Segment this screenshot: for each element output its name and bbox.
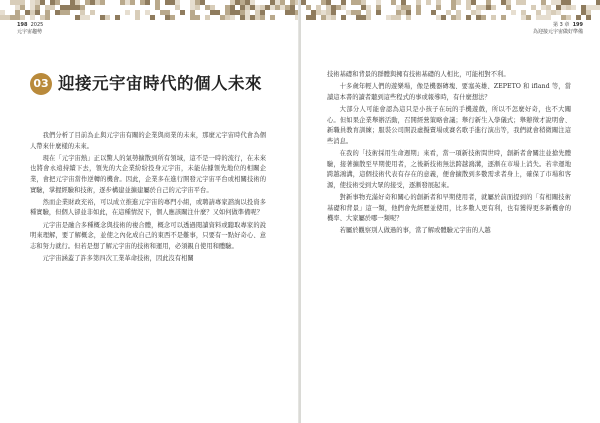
section-title: 迎接元宇宙時代的個人未來 xyxy=(58,74,262,93)
header-pattern-tile xyxy=(376,10,381,15)
header-pattern-tile xyxy=(366,15,371,20)
header-pattern-tile xyxy=(115,15,120,20)
right-paragraph: 大部分人可能會認為這只是小孩子在玩的手機遊戲，所以不怎麼好奇，也不大關心。但如果企業舉辦活動，召開經營策略會議；舉行新生入學儀式；舉辦徵才說明會、新職員教育訓練；服裝公司開設虛擬賣場或賽名歌手進行演出等，我們就會稍微關注這些消息。 xyxy=(327,105,571,145)
header-pattern-tile xyxy=(456,15,461,20)
header-pattern-left xyxy=(0,0,299,21)
header-pattern-tile xyxy=(511,10,516,15)
header-pattern-tile xyxy=(230,15,235,20)
header-pattern-tile xyxy=(466,15,471,20)
header-pattern-tile xyxy=(90,10,95,15)
right-page-number: 199 xyxy=(572,22,583,28)
header-pattern-tile xyxy=(546,15,551,20)
right-paragraph: 若屬於觀察別人做過的事，當了解或體驗元宇宙的人越 xyxy=(339,227,491,235)
header-pattern-right xyxy=(301,0,600,21)
header-pattern-tile xyxy=(180,10,185,15)
header-pattern-tile xyxy=(100,0,105,5)
header-pattern-tile xyxy=(170,15,175,20)
left-header-year: 2025 xyxy=(30,22,44,28)
right-header-chapter: 第 3 章 xyxy=(553,22,570,28)
left-paragraph: 元宇宙涵蓋了許多第四次工業革命技術，因此沒有相關 xyxy=(42,254,194,262)
left-header-book-title: 元宇宙趨勢 xyxy=(17,29,43,35)
header-pattern-tile xyxy=(426,0,431,5)
header-pattern-tile xyxy=(586,15,591,20)
header-pattern-tile xyxy=(576,15,581,20)
left-paragraph: 元宇宙是融合多種概念與技術的複合體，概念可以透過閱讀資料或聽取專家的說明來理解，要了解概念，並使之內化成自己的東西不是難事，只要有一點好奇心、意志和努力就行。但若是想了解元宇宙的技術和運用，必須親自使用和體驗。 xyxy=(30,221,266,250)
header-pattern-tile xyxy=(491,5,496,10)
header-pattern-tile xyxy=(125,10,130,15)
right-page xyxy=(301,0,600,423)
header-pattern-tile xyxy=(135,15,140,20)
header-pattern-tile xyxy=(396,15,401,20)
right-paragraph: 對新事物充滿好奇和關心的創新者和早期使用者，就屬於前面提到的「有相關技術基礎和背景」這一類，他們會先經歷並使用，比多數人更有利，也有獲得更多新機會的機率、大家屬於哪一類呢？ xyxy=(327,193,571,223)
header-pattern-tile xyxy=(311,15,316,20)
header-pattern-tile xyxy=(416,10,421,15)
header-pattern-tile xyxy=(205,15,210,20)
header-pattern-tile xyxy=(270,15,275,20)
header-pattern-tile xyxy=(30,15,35,20)
left-paragraph: 我們分析了目前為止與元宇宙有關的企業與商業的未來，那麼元宇宙時代會為個人帶來什麼樣的未來。 xyxy=(30,132,266,150)
header-pattern-tile xyxy=(130,0,135,5)
header-pattern-tile xyxy=(195,15,200,20)
right-header-chapter-title: 為迎接元宇宙做好準備 xyxy=(532,29,583,35)
header-pattern-tile xyxy=(481,15,486,20)
right-paragraph: 在我的「技術採用生命週期」來看，當一項新技術問世時，創新者會關注並搶先體驗，接著擴散至早期使用者，之後新技術無法跨越鴻溝，逐漸在市場上消失。若幸運地跨越鴻溝，這個技術代表有存在的意義，便會擴散到多數需求者身上，確保了市場和客源，使技術受到大眾的接受，逐漸發展起來。 xyxy=(327,149,571,189)
right-paragraph: 十多歲年輕人們的遊樂場，像是機器磚塊、要塞英雄、ZEPETO 和 ifland 等，當讀這本書的讀者聽到這些程式的事或報導時，有什麼想法？ xyxy=(327,83,571,101)
header-pattern-tile xyxy=(566,15,571,20)
left-paragraph: 現在「元宇宙熱」正以驚人的氣勢擴散到所有領域，這不是一時的流行，在未來也將會永遠持續下去，領先的大企業紛紛投身元宇宙，未能佔據領先地位的相關企業，會把元宇宙當作逆轉的機會。因此，企業多在進行開發元宇宙平台或相關技術的實驗，掌握經驗和技術，逐步構建並擴建屬於自己的元宇宙平台。 xyxy=(30,154,266,194)
header-pattern-tile xyxy=(521,0,526,5)
header-pattern-tile xyxy=(456,0,461,5)
left-page xyxy=(0,0,299,423)
right-body-text xyxy=(327,70,571,238)
header-pattern-tile xyxy=(260,15,265,20)
header-pattern-tile xyxy=(341,15,346,20)
header-pattern-tile xyxy=(105,15,110,20)
right-page-header xyxy=(533,22,583,36)
header-pattern-tile xyxy=(145,0,150,5)
header-pattern-tile xyxy=(526,15,531,20)
header-pattern-tile xyxy=(436,5,441,10)
header-pattern-tile xyxy=(150,15,155,20)
header-pattern-tile xyxy=(441,15,446,20)
left-body-text xyxy=(30,131,266,266)
header-pattern-tile xyxy=(331,15,336,20)
section-number-badge: 03 xyxy=(30,73,52,95)
header-pattern-tile xyxy=(501,15,506,20)
right-paragraph: 技術基礎和背景的群體與擁有技術基礎的人相比，可能相對不利。 xyxy=(327,71,510,78)
header-pattern-tile xyxy=(571,5,576,10)
header-pattern-tile xyxy=(45,15,50,20)
header-pattern-tile xyxy=(596,5,600,10)
header-pattern-tile xyxy=(406,15,411,20)
left-page-header xyxy=(17,22,43,36)
header-pattern-tile xyxy=(20,15,25,20)
left-page-number: 198 xyxy=(17,22,28,28)
header-pattern-tile xyxy=(65,10,70,15)
header-pattern-tile xyxy=(491,15,496,20)
left-paragraph: 然而企業財政充裕，可以成立推進元宇宙的專門小組，或聘請專家諮詢以投資多種實驗，但個人卻並非如此，在這種情況下，個人應該關注什麼？又如何做準備呢？ xyxy=(30,198,266,217)
header-pattern-tile xyxy=(195,5,200,10)
header-pattern-tile xyxy=(85,15,90,20)
